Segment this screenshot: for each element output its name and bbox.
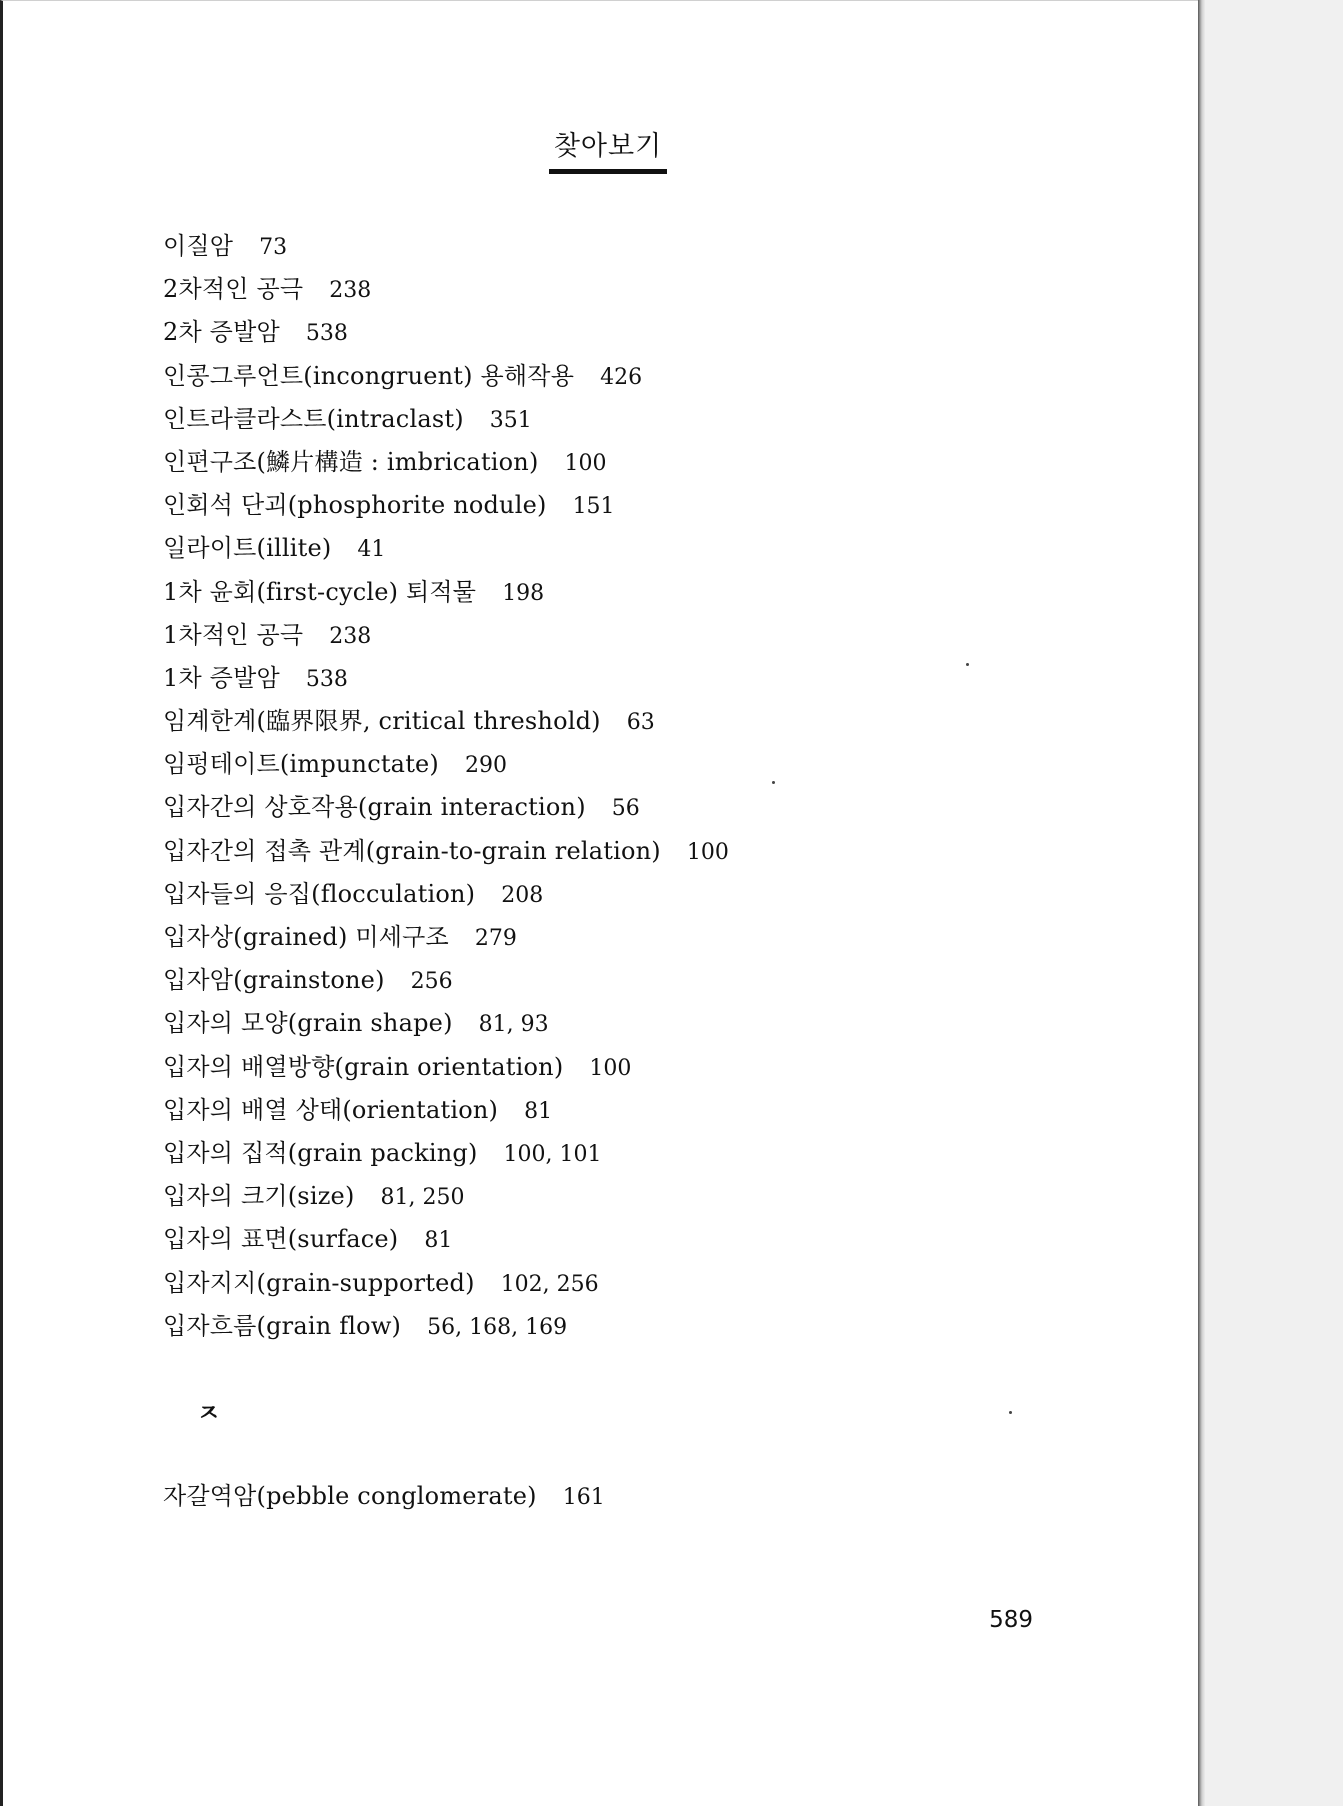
page-header [543,129,673,174]
index-term: 이질암 [163,232,234,260]
index-term: 입자지지(grain-supported) [163,1268,475,1297]
scan-speck [1009,1411,1012,1414]
index-entry-list [163,225,1123,1348]
scan-speck [966,663,969,666]
index-entry [163,527,1123,570]
index-term: 입자의 표면(surface) [163,1225,399,1254]
index-term: 입자의 집적(grain packing) [163,1138,478,1167]
index-page-refs: 161 [562,1485,605,1510]
index-page-refs: 56 [611,796,640,822]
index-page-refs: 100 [686,839,729,865]
index-page-refs: 41 [357,537,386,563]
index-term: 입자간의 상호작용(grain interaction) [163,793,586,822]
index-term: 인회석 단괴(phosphorite nodule) [163,491,547,520]
index-entry [163,959,1123,1002]
index-entry [163,268,1123,311]
index-term: 입자의 크기(size) [163,1182,355,1211]
index-entry [163,830,1123,873]
index-page-refs: 56, 168, 169 [427,1314,568,1340]
index-entry [163,786,1123,829]
index-page-refs: 81, 93 [478,1012,549,1038]
title-underline [549,169,667,174]
index-page-refs: 238 [329,623,372,649]
index-entry [163,700,1123,743]
index-term: 인콩그루언트(incongruent) 용해작용 [163,361,575,390]
index-term: 임계한계(臨界限界, critical threshold) [163,707,601,736]
index-term: 자갈역암(pebble conglomerate) [163,1482,537,1510]
index-page-refs: 238 [329,278,372,304]
index-entry [163,571,1123,614]
index-entry [163,1305,1123,1348]
index-page-refs: 208 [501,882,544,908]
index-term: 입자의 배열 상태(orientation) [163,1095,499,1124]
index-entry [163,1089,1123,1132]
index-term: 인편구조(鱗片構造 : imbrication) [163,447,539,476]
index-entry [163,484,1123,527]
index-page-refs: 426 [600,364,643,390]
index-term: 일라이트(illite) [163,534,332,563]
index-entry [163,1046,1123,1089]
index-entry [163,1262,1123,1305]
index-entry [163,1175,1123,1218]
index-title: 찾아보기 [553,131,663,162]
index-page-refs: 290 [465,753,507,779]
index-term: 입자흐름(grain flow) [163,1311,402,1340]
index-entry [163,916,1123,959]
index-term: 입자암(grainstone) [163,966,385,995]
scan-speck [772,781,775,784]
index-entry-list-next-section [163,1475,1123,1518]
index-entry [163,225,1123,268]
index-term: 1차 증발암 [163,663,280,692]
index-entry [163,657,1123,700]
index-term: 1차 윤회(first-cycle) 퇴적물 [163,577,477,606]
index-page-refs: 198 [502,580,545,606]
index-term: 입자의 배열방향(grain orientation) [163,1052,564,1081]
index-term: 1차적인 공극 [163,620,304,649]
index-page-refs: 351 [489,407,532,433]
index-page-refs: 100, 101 [503,1141,602,1167]
index-page-refs: 63 [626,710,655,736]
index-entry [163,355,1123,398]
index-term: 2차 증발암 [163,318,280,347]
index-term: 임펑테이트(impunctate) [163,750,439,779]
index-entry [163,398,1123,441]
index-entry [163,311,1123,354]
outer-margin [1205,0,1343,1806]
index-entry [163,873,1123,916]
index-page-refs: 100 [589,1055,632,1081]
index-page-refs: 102, 256 [500,1271,599,1297]
index-term: 입자상(grained) 미세구조 [163,923,449,951]
index-entry [163,1218,1123,1261]
index-page-refs: 81, 250 [380,1185,465,1211]
index-page-refs: 538 [305,666,348,692]
index-page-refs: 81 [524,1098,553,1124]
index-page-refs: 256 [410,969,453,995]
index-entry [163,1132,1123,1175]
index-page-refs: 100 [564,450,607,476]
index-entry [163,614,1123,657]
section-heading: ㅈ [197,1399,221,1427]
index-page-refs: 81 [424,1228,453,1254]
page-number: 589 [989,1607,1033,1633]
index-term: 입자간의 접촉 관계(grain-to-grain relation) [163,836,661,865]
index-term: 인트라클라스트(intraclast) [163,404,464,433]
index-term: 입자의 모양(grain shape) [163,1009,453,1038]
page-edge-shadow [1198,0,1205,1806]
index-entry [163,441,1123,484]
index-page-refs: 73 [259,235,288,260]
index-entry [163,1002,1123,1045]
index-page-refs: 538 [305,321,348,347]
index-term: 입자들의 응집(flocculation) [163,879,476,908]
index-entry [163,743,1123,786]
index-page-refs: 279 [474,926,517,951]
index-term: 2차적인 공극 [163,275,304,304]
index-entry [163,1475,1123,1518]
index-page-refs: 151 [572,494,615,520]
